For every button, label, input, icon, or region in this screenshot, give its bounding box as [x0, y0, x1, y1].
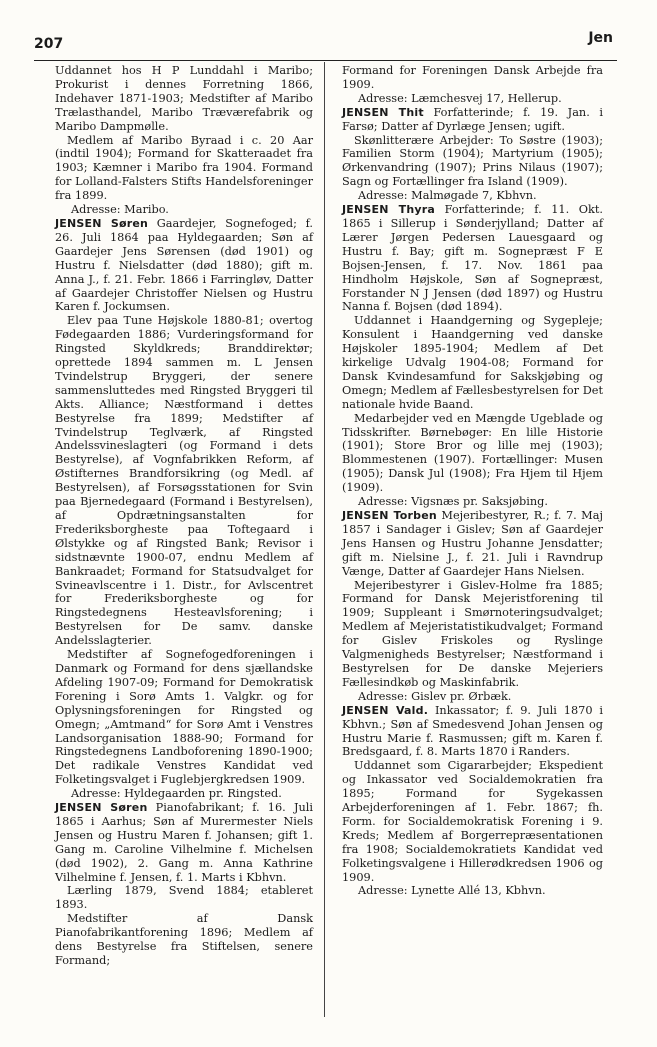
paragraph: Medarbejder ved en Mængde Ugeblade og Tidsskrifter. Børnebøger: En lille Historie (1901); Store Bror og lille mej (1903); Blommestenen (1907). Fortællinger: Musen (1905); Dansk Jul (1908); Fra Hjem til Hjem (1909). [342, 411, 603, 495]
address-line: Adresse: Læmchesvej 17, Hellerup. [358, 91, 562, 105]
page-header [0, 30, 657, 54]
page-number: 207 [34, 36, 64, 52]
entry-text: Gaardejer, Sognefoged; f. 26. Juli 1864 paa Hyldegaarden; Søn af Gaardejer Jens Sørensen (død 1901) og Hustru f. Nielsdatter (død 1880); gift m. Anna J., f. 21. Febr. 1866 i Farringløv, Datter af Gaardejer Christoffer Nielsen og Hustru Karen f. Jockumsen. [55, 216, 314, 314]
column-divider [324, 62, 325, 1017]
biography-entry [342, 509, 603, 579]
paragraph: Medlem af Maribo Byraad i c. 20 Aar (indtil 1904); Formand for Skatteraadet fra 1903; Kæmner i Maribo fra 1904. Formand for Lolland-Falsters Stifts Handelsforeninger fra 1899. [55, 133, 313, 203]
person-name: JENSEN Thyra [342, 203, 436, 217]
entry-text: Pianofabrikant; f. 16. Juli 1865 i Aarhus; Søn af Murermester Niels Jensen og Hustru Maren f. Johansen; gift 1. Gang m. Caroline Vilhelmine f. Michelsen (død 1902), 2. Gang m. Anna Kathrine Vilhelmine f. Jensen, f. 1. Marts i Kbhvn. [55, 801, 313, 884]
person-name: JENSEN Søren [55, 801, 148, 815]
person-name: JENSEN Thit [342, 105, 424, 119]
person-name: JENSEN Søren [55, 216, 149, 230]
paragraph: Uddannet som Cigararbejder; Ekspedient og Inkassator ved Socialdemokratien fra 1895; Formand for Sygekassen Arbejderforeningen af 1. Febr. 1867; fh. Form. for Socialdemokratisk Forening i 9. Kreds; Medlem af Borgerrepræsentationen fra 1908; Socialdemokratiets Kandidat ved Folketingsvalgene i Hillerødkredsen 1906 og 1909. [342, 759, 603, 884]
entry-text: Forfatterinde; f. 11. Okt. 1865 i Sillerup i Sønderjylland; Datter af Lærer Jørgen Pedersen Lauesgaard og Hustru f. Bay; gift m. Sognepræst F E Bojsen-Jensen, f. 17. Nov. 1861 paa Hindholm Højskole, Søn af Sognepræst, Forstander N J Jensen (død 1897) og Hustru Nanna f. Bojsen (død 1894). [342, 203, 603, 314]
paragraph: Formand for Foreningen Dansk Arbejde fra 1909. [342, 64, 603, 91]
paragraph: Skønlitterære Arbejder: To Søstre (1903); Familien Storm (1904); Martyrium (1905); Ørkenvandring (1907); Prins Nilaus (1907); Sagn og Fortællinger fra Island (1909). [342, 133, 603, 189]
address-line: Adresse: Vigsnæs pr. Saksjøbing. [358, 495, 548, 509]
biography-entry [55, 801, 313, 884]
address-line: Adresse: Malmøgade 7, Kbhvn. [358, 189, 537, 203]
biography-entry [55, 217, 313, 314]
paragraph: Uddannet i Haandgerning og Sygepleje; Konsulent i Haandgerning ved danske Højskoler 1895-1904; Medlem af Det kirkelige Udvalg 1904-08; Formand for Dansk Kvindesamfund for Sakskjøbing og Omegn; Medlem af Fællesbestyrelsen for Det nationale hvide Baand. [342, 314, 603, 411]
paragraph: Elev paa Tune Højskole 1880-81; overtog Fødegaarden 1886; Vurderingsformand for Ringsted Skyldkreds; Branddirektør; oprettede 1894 sammen m. L Jensen Tvindelstrup Bryggeri, der senere sammensluttedes med Ringsted Bryggeri til Akts. Alliance; Næstformand i dettes Bestyrelse fra 1899; Medstifter af Tvindelstrup Teglværk, af Ringsted Andelssvineslagteri (og Formand i dets Bestyrelse), af Vognfabrikken Reform, af Østifternes Brandforsikring (og Medl. af Bestyrelsen), af Forsøgsstationen for Svin paa Bjernedegaard (Formand i Bestyrelsen), af Opdrætningsanstalten for Frederiksborgheste paa Toftegaard i Ølstykke og af Ringsted Bank; Revisor i sidstnævnte 1900-07, endnu Medlem af Bankraadet; Formand for Statsudvalget for Svineavlscentre i 1. Distr., for Avlscentret for Frederiksborgheste og for Ringstedegnens Hesteavlsforening; i Bestyrelsen for De samv. danske Andelsslagterier. [55, 314, 313, 648]
entry-text: Forfatterinde; f. 19. Jan. i Farsø; Datter af Dyrlæge Jensen; ugift. [342, 105, 603, 133]
person-name: JENSEN Torben [342, 509, 437, 522]
header-rule [34, 60, 617, 61]
address-line: Adresse: Gislev pr. Ørbæk. [358, 689, 512, 703]
paragraph: Medstifter af Dansk Pianofabrikantforening 1896; Medlem af dens Bestyrelse fra Stiftelsen, senere Formand; [55, 912, 313, 967]
biography-entry [342, 704, 603, 760]
biography-entry [342, 203, 603, 314]
left-column [55, 64, 313, 968]
address-line: Adresse: Maribo. [71, 203, 169, 217]
person-name: JENSEN Vald. [342, 703, 429, 717]
entry-text: Inkassator; f. 9. Juli 1870 i Kbhvn.; Søn af Smedesvend Johan Jensen og Hustru Marie f. Rasmussen; gift m. Karen f. Bredsgaard, f. 8. Marts 1870 i Randers. [342, 703, 603, 759]
entry-text: Mejeribestyrer, R.; f. 7. Maj 1857 i Sandager i Gislev; Søn af Gaardejer Jens Hansen og Hustru Johanne Jensdatter; gift m. Nielsine J., f. 21. Juli i Ravndrup Vænge, Datter af Gaardejer Hans Nielsen. [342, 509, 603, 578]
paragraph: Mejeribestyrer i Gislev-Holme fra 1885; Formand for Dansk Mejeristforening til 1909; Suppleant i Smørnoteringsudvalget; Medlem af Mejeristatistikudvalget; Formand for Gislev Friskoles og Ryslinge Valgmenigheds Bestyrelser; Næstformand i Bestyrelsen for De danske Mejeriers Fællesindkøb og Maskinfabrik. [342, 578, 603, 689]
paragraph: Medstifter af Sognefogedforeningen i Danmark og Formand for dens sjællandske Afdeling 1907-09; Formand for Demokratisk Forening i Sorø Amts 1. Valgkr. og for Oplysningsforeningen for Ringsted og Omegn; „Amtmand“ for Sorø Amt i Venstres Landsorganisation 1888-90; Formand for Ringstedegnens Landboforening 1890-1900; Det radikale Venstres Kandidat ved Folketingsvalget i Fuglebjergkredsen 1909. [55, 648, 313, 787]
paragraph: Uddannet hos H P Lunddahl i Maribo; Prokurist i dennes Forretning 1866, Indehaver 1871-1903; Medstifter af Maribo Trælasthandel, Maribo Træværefabrik og Maribo Dampmølle. [55, 64, 313, 133]
biography-entry [342, 106, 603, 134]
address-line: Adresse: Lynette Allé 13, Kbhvn. [358, 884, 546, 898]
right-column [342, 64, 603, 898]
paragraph: Lærling 1879, Svend 1884; etableret 1893. [55, 884, 313, 912]
address-line: Adresse: Hyldegaarden pr. Ringsted. [71, 787, 282, 801]
running-head: Jen [588, 30, 613, 46]
